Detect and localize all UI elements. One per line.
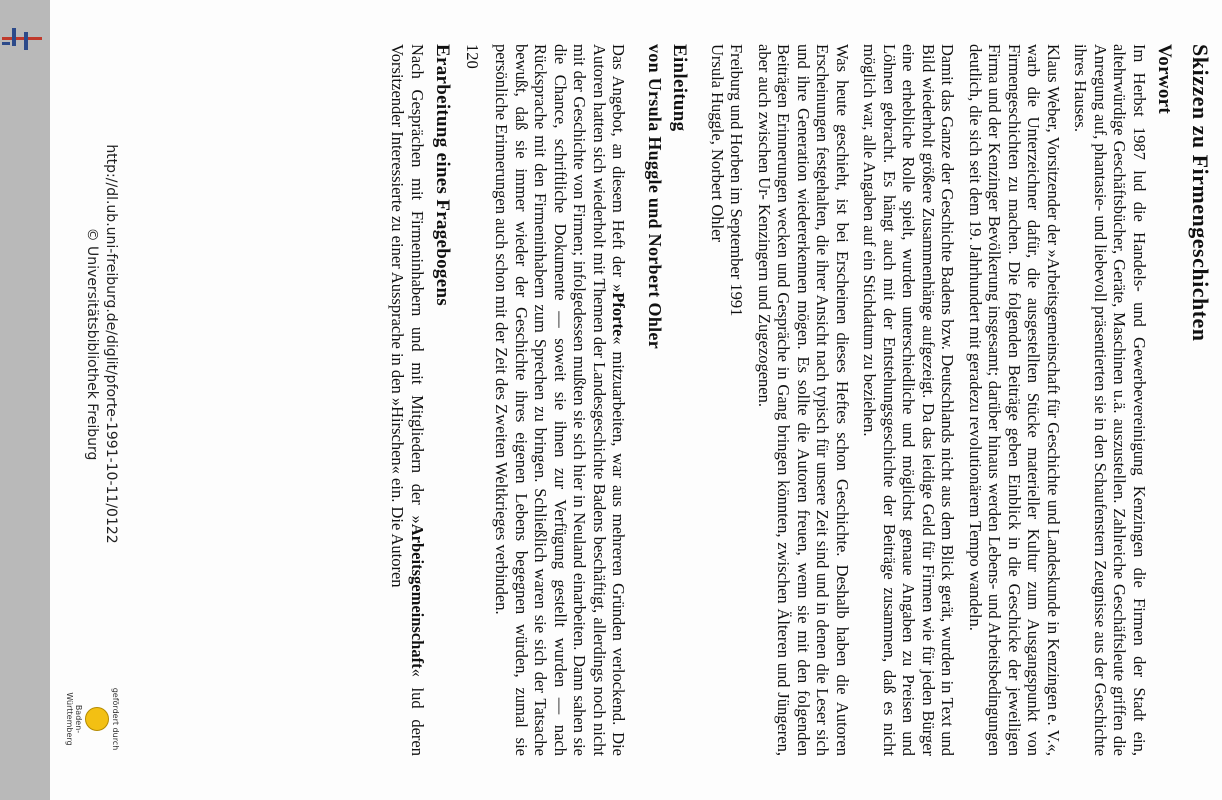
signers: Ursula Huggle, Norbert Ohler [708,44,727,242]
page-title: Skizzen zu Firmengeschichten [1188,44,1213,342]
scanned-page [50,0,1222,800]
page-body [380,44,1213,757]
vorwort-paragraph: Was heute geschieht, ist bei Erscheinen dieses Heftes schon Geschichte. Deshalb haben die Autoren Erscheinungen festgehalten, die ihrer Ansicht nach typisch für unsere Zeit sind und in denen die Leser sich und ihre Generation wiedererkennen mögen. Es sollte die Autoren freuen, wenn sie mit den folgenden Beiträgen Erinnerungen wecken und Gespräche in Gang bringen könnten, zwischen Älteren und Jüngeren, aber auch zwischen Ur- Kenzingern und Zugezogenen. [755,44,852,756]
rotated-page-content [65,44,1213,757]
vorwort-paragraph: Klaus Weber, Vorsitzender der »Arbeitsgemeinschaft für Geschichte und Landeskunde in Kenzingen e. V.«, warb die Unterzeichner dafür, die ausgestellten Stücke materieller Kultur zum Ausgangspunkt von Firmengeschichten zu machen. Die folgenden Beiträge geben Einblick in die Geschicke der jeweiligen Firma und der Kenzinger Bevölkerung insgesamt; darüber hinaus werden Lebens- und Arbeitsbedingungen deutlich, die sich seit dem 19. Jahrhundert mit geradezu revolutionärem Tempo wandeln. [966,44,1063,756]
seal-caption: gefördert durch [111,687,120,751]
association-name: Arbeitsgemeinschaft [408,523,427,669]
fragebogen-paragraph: Nach Gesprächen mit Firmeninhabern und mit Mitgliedern der »Arbeitsgemeinschaft« lud deren Vorsitzender Interessierte zu einer Aussprache in den »Hirschen« ein. Die Autoren [388,44,427,756]
footer [82,44,120,644]
vorwort-paragraph: Im Herbst 1987 lud die Handels- und Gewerbevereinigung Kenzingen die Firmen der Stadt ein, altehrwürdige Geschäftsbücher, Geräte, Maschinen u.ä. auszustellen. Zahlreiche Geschäftsleute griffen die Anregung auf, phantasie- und liebevoll präsentierten sie in den Schaufenstern Zeugnisse aus der Geschichte ihres Hauses. [1071,44,1149,757]
vorwort-paragraph: Damit das Ganze der Geschichte Badens bzw. Deutschlands nicht aus dem Blick gerät, wurden in Text und Bild wiederholt größere Zusammenhänge aufgezeigt. Da das leidige Geld für Firmen wie für jeden Bürger eine erhebliche Rolle spielt, wurden unterschiedliche und möglichst genaue Angaben zu Preisen und Löhnen gebracht. Es hängt auch mit der Entstehungsgeschichte der Beiträge zusammen, daß es nicht möglich war, alle Angaben auf ein Stichdatum zu beziehen. [860,44,958,756]
page-number: 120 [463,44,482,69]
einleitung-byline: von Ursula Huggle und Norbert Ohler [645,44,665,350]
einleitung-heading: Einleitung [669,44,691,132]
footer-copyright: © Universitätsbibliothek Freiburg [84,227,100,461]
einleitung-paragraph: Das Angebot, an diesem Heft der »Pforte« mitzuarbeiten, war aus mehreren Gründen verlockend. Die Autoren hatten sich wiederholt mit Themen der Landesgeschichte Badens beschäftigt, allerdings noch nicht mit der Geschichte von Firmen; infolgedessen mußten sie sich hier in Neuland einarbeiten. Dann sahen sie die Chance, schriftliche Dokumente — soweit sie ihnen zur Verfügung gestellt wurden — nach Rücksprache mit den Firmeninhabern zum Sprechen zu bringen. Schließlich waren sie sich der Tatsache bewußt, daß sie immer wieder der Geschichte ihres eigenen Lebens begegnen würden, zumal sie persönliche Erinnerungen auch schon mit der Zeit des Zweiten Weltkrieges verbinden. [492,44,629,756]
journal-name: Pforte [609,292,629,337]
left-margin-strip [0,0,50,800]
place-date: Freiburg und Horben im September 1991 [727,44,747,317]
coat-of-arms-icon [85,707,109,731]
library-logo-icon [0,28,44,50]
signature-block [708,44,747,756]
fragebogen-heading: Erarbeitung eines Fragebogens [432,44,454,307]
seal-region: Baden-Württemberg [65,692,83,746]
funding-seal [65,684,120,754]
vorwort-heading: Vorwort [1154,44,1176,114]
footer-url[interactable]: http://dl.ub.uni-freiburg.de/diglit/pforte-1991-10-11/0122 [103,144,119,544]
